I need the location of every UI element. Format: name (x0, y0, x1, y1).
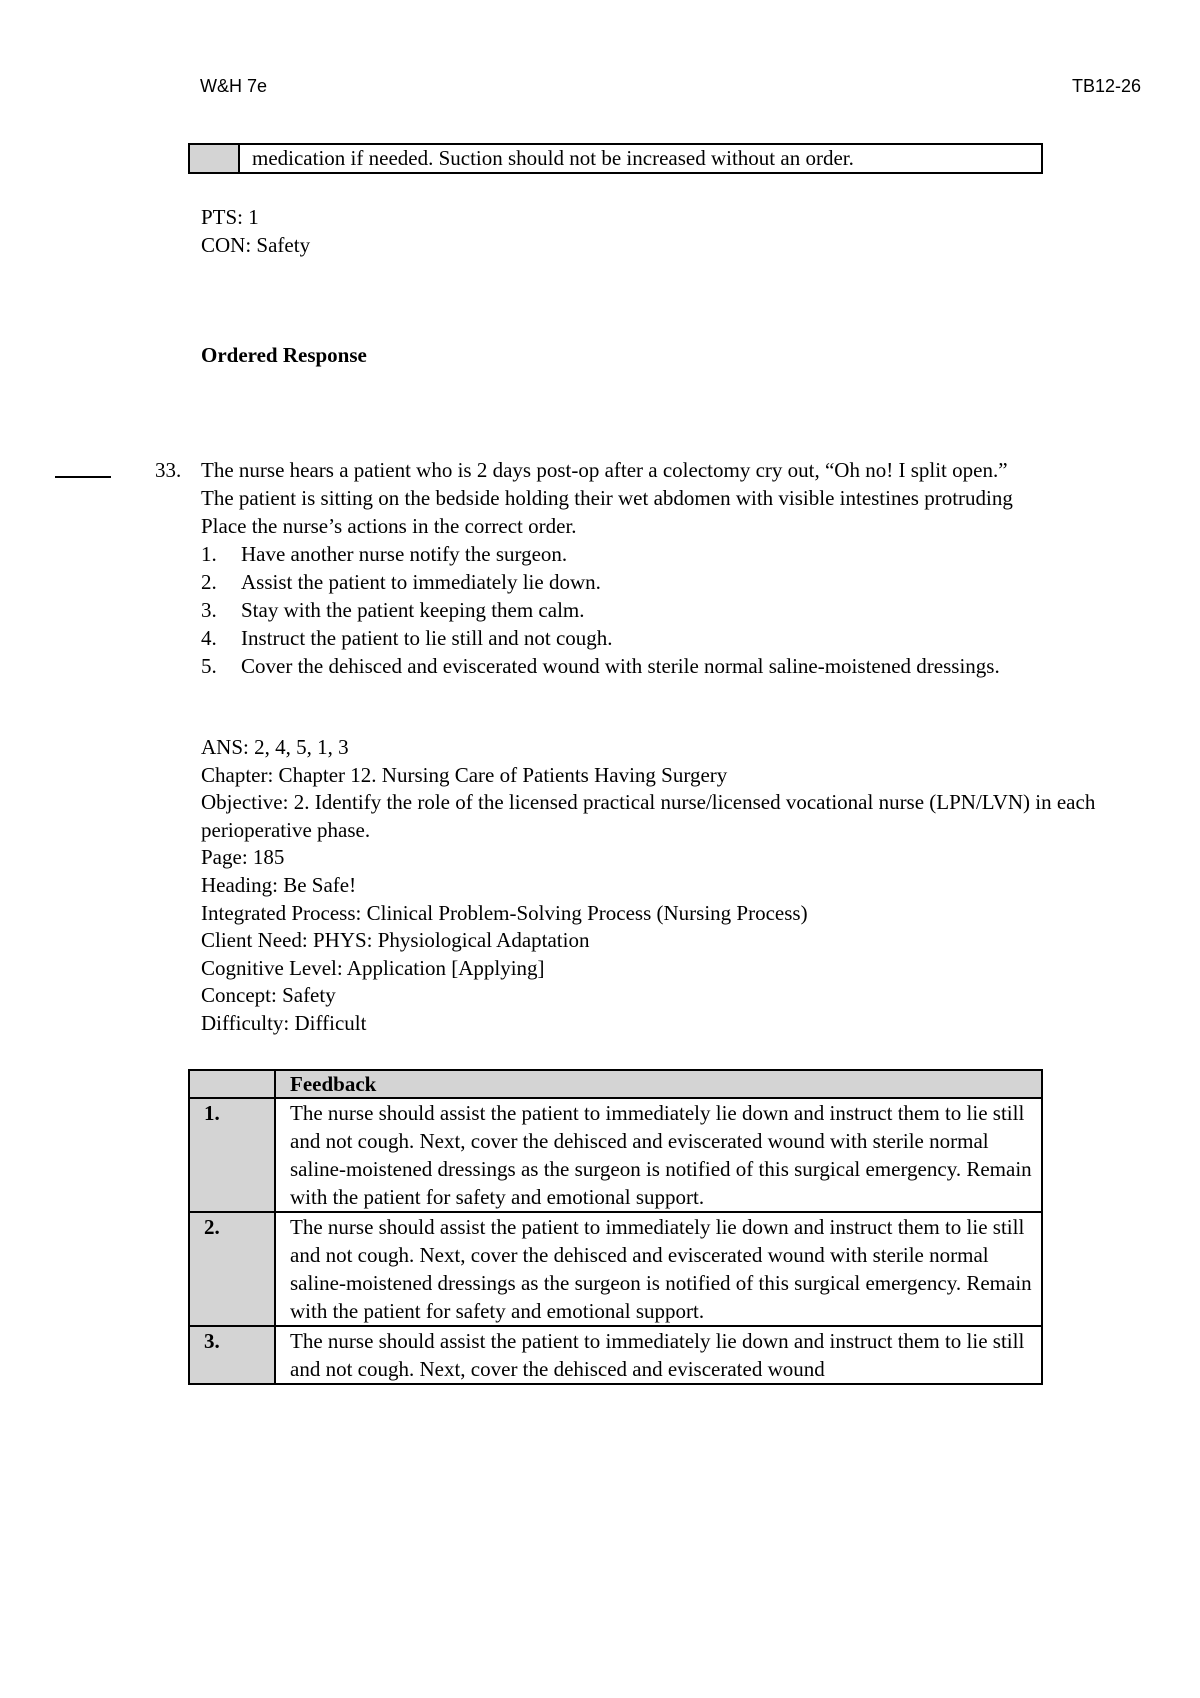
feedback-header-row (189, 1070, 1042, 1098)
objective-line: Objective: 2. Identify the role of the licensed practical nurse/licensed vocational nurse (LPN/LVN) in each perioperative phase. (201, 790, 1096, 842)
feedback-row-number: 1. (189, 1098, 275, 1212)
option-number: 5. (201, 654, 217, 678)
client-need-line: Client Need: PHYS: Physiological Adaptation (201, 928, 590, 953)
previous-feedback-table (188, 143, 1043, 174)
concept-line: CON: Safety (201, 233, 311, 257)
option-item (201, 568, 1161, 596)
option-text: Instruct the patient to lie still and not cough. (241, 626, 613, 650)
page-header-left: W&H 7e (200, 76, 268, 96)
answer-key: ANS: 2, 4, 5, 1, 3 (201, 735, 349, 759)
question-number: 33. (155, 458, 182, 482)
table-row (189, 1326, 1042, 1384)
feedback-row-text: The nurse should assist the patient to immediately lie down and instruct them to lie still and not cough. Next, cover the dehisced and eviscerated wound with sterile normal saline-moistened dressings as the surgeon is notified of this surgical emergency. Remain with the patient for safety and emotional support. (275, 1212, 1042, 1326)
option-item (201, 540, 1161, 568)
concept-line: Concept: Safety (201, 983, 336, 1008)
option-item (201, 624, 1161, 652)
chapter-line: Chapter: Chapter 12. Nursing Care of Patients Having Surgery (201, 762, 728, 787)
feedback-number-cell (189, 144, 239, 173)
cognitive-level-line: Cognitive Level: Application [Applying] (201, 955, 545, 980)
option-list (201, 540, 1161, 680)
question-block (201, 456, 1161, 680)
option-number: 3. (201, 598, 217, 622)
option-text: Have another nurse notify the surgeon. (241, 542, 568, 566)
integrated-process-line: Integrated Process: Clinical Problem-Solving Process (Nursing Process) (201, 900, 808, 925)
feedback-header: Feedback (275, 1070, 1042, 1098)
feedback-row-number: 3. (189, 1326, 275, 1384)
option-item (201, 652, 1161, 680)
option-item (201, 596, 1161, 624)
question-metadata (201, 734, 1176, 1038)
feedback-text-cell: medication if needed. Suction should not be increased without an order. (239, 144, 1042, 173)
difficulty-line: Difficulty: Difficult (201, 1010, 367, 1035)
option-number: 2. (201, 570, 217, 594)
page-header-right: TB12-26 (1072, 76, 1142, 96)
answer-blank-line (55, 476, 111, 478)
option-number: 4. (201, 626, 217, 650)
option-text: Stay with the patient keeping them calm. (241, 598, 585, 622)
feedback-row-text: The nurse should assist the patient to immediately lie down and instruct them to lie still and not cough. Next, cover the dehisced and eviscerated wound (275, 1326, 1042, 1384)
question-instruction: Place the nurse’s actions in the correct order. (201, 514, 577, 538)
feedback-row-text: The nurse should assist the patient to immediately lie down and instruct them to lie still and not cough. Next, cover the dehisced and eviscerated wound with sterile normal saline-moistened dressings as the surgeon is notified of this surgical emergency. Remain with the patient for safety and emotional support. (275, 1098, 1042, 1212)
question-stem-line: The patient is sitting on the bedside holding their wet abdomen with visible intestines protruding (201, 486, 1013, 510)
option-number: 1. (201, 542, 217, 566)
feedback-row-number: 2. (189, 1212, 275, 1326)
heading-line: Heading: Be Safe! (201, 872, 357, 897)
previous-question-meta (201, 203, 310, 259)
table-row (189, 144, 1042, 173)
table-row (189, 1212, 1042, 1326)
table-row (189, 1098, 1042, 1212)
feedback-header-blank (189, 1070, 275, 1098)
points-line: PTS: 1 (201, 205, 259, 229)
page-line: Page: 185 (201, 845, 285, 870)
question-stem-line: The nurse hears a patient who is 2 days post-op after a colectomy cry out, “Oh no! I split open.” (201, 458, 1008, 482)
option-text: Assist the patient to immediately lie down. (241, 570, 601, 594)
option-text: Cover the dehisced and eviscerated wound with sterile normal saline-moistened dressings. (241, 654, 1000, 678)
section-heading: Ordered Response (201, 343, 367, 367)
feedback-table (188, 1069, 1043, 1385)
